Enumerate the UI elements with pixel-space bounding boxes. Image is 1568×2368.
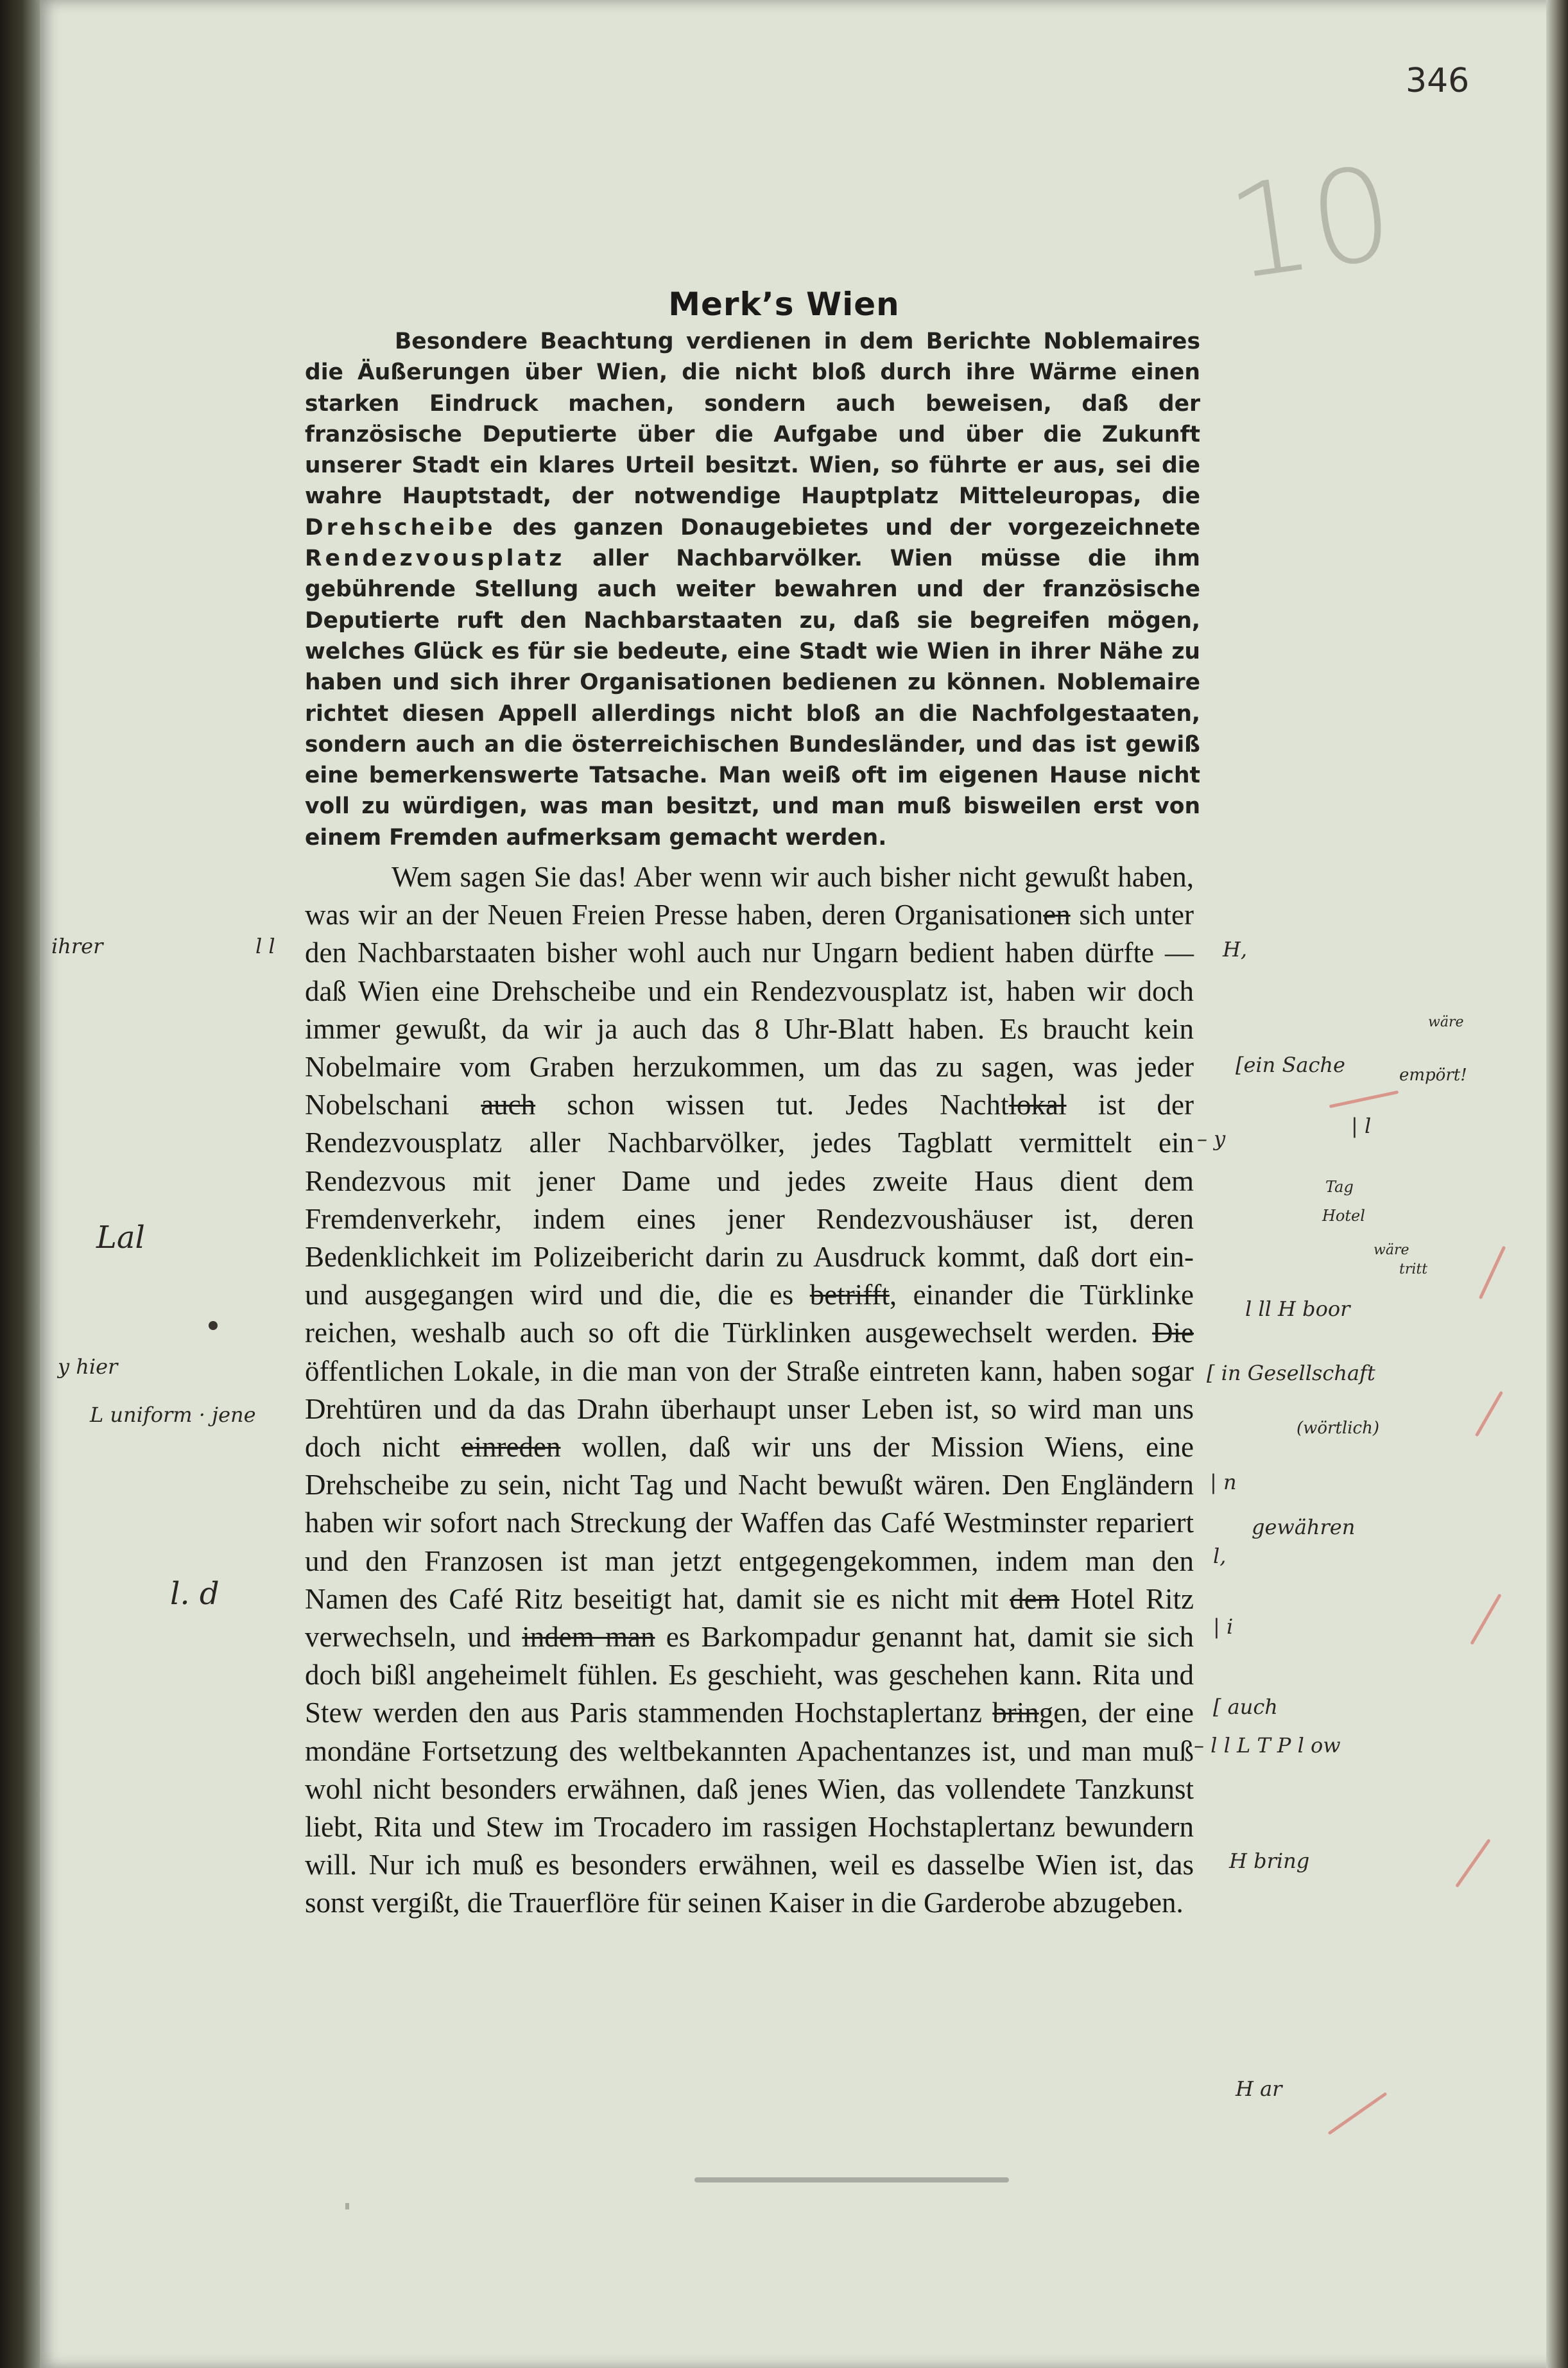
margin-note-right: gewähren (1252, 1515, 1356, 1539)
margin-note-right: [ein Sache (1236, 1053, 1345, 1077)
quote-text: des ganzen Donaugebietes und der vorgezeichnete (512, 514, 1200, 540)
margin-note-right: | i (1213, 1614, 1234, 1639)
margin-note-right: [ in Gesellschaft (1207, 1361, 1375, 1385)
margin-note-left: l. d (170, 1576, 220, 1612)
struck-text: Die (1152, 1317, 1194, 1349)
body-text: Hotel Ritz verwechseln, und (305, 1582, 1194, 1654)
body-text: öffentlichen Lokale, in die man von der Straße eintreten kann, haben sogar Drehtüren und da das Drahn überhaupt unser Leben ist, so wird man uns doch nicht (305, 1354, 1194, 1464)
margin-note-right: Hotel (1322, 1207, 1365, 1225)
struck-text: auch (481, 1089, 536, 1121)
article-title: Merk’s Wien (668, 286, 900, 323)
quote-spaced-word: Rendezvousplatz (305, 546, 565, 572)
struck-text: dem (1010, 1582, 1060, 1615)
page-number: 346 (1406, 62, 1470, 100)
margin-note-right: l ll H boor (1245, 1297, 1350, 1321)
pencil-stroke (694, 2177, 1009, 2182)
body-text: schon wissen tut. Jedes Nacht (567, 1089, 1009, 1121)
body-text: wollen, daß wir uns der Mission Wiens, eine Drehscheibe zu sein, nicht Tag und Nacht bewußt wären. Den Engländern haben wir sofort nach Streckung der Waffen das Café Westminster repariert und den Franzosen ist man jetzt entgegengekommen, indem man den Namen des Café Ritz beseitigt hat, damit sie es nicht mit (305, 1431, 1194, 1615)
margin-note-right: H ar (1236, 2077, 1282, 2101)
struck-text: einreden (461, 1431, 561, 1464)
ink-dot (209, 1321, 218, 1330)
margin-note-left: y hier (58, 1354, 118, 1379)
margin-note-right: l, (1213, 1544, 1227, 1568)
struck-text: lokal (1008, 1089, 1067, 1121)
article-body (305, 858, 1194, 1923)
margin-note-left: Lal (96, 1220, 145, 1256)
quote-text: aller Nachbarvölker. Wien müsse die ihm gebührende Stellung auch weiter bewahren und der französische Deputierte ruft den Nachbarstaaten zu, daß sie begreifen mögen, welches Glück es für sie bedeute, eine Stadt wie Wien in ihrer Nähe zu haben und sich ihrer Organisationen bedienen zu können. Noblemaire richtet diesen Appell allerdings nicht bloß an die Nachfolgestaaten, sondern auch an die österreichischen Bundesländer, und das ist gewiß eine bemerkenswerte Tatsache. Man weiß oft im eigenen Hause nicht voll zu würdigen, was man besitzt, und man muß bisweilen erst von einem Fremden aufmerksam gemacht werden. (305, 546, 1201, 851)
quote-text: Besondere Beachtung verdienen in dem Berichte Noblemaires die Äußerungen über Wien, die nicht bloß durch ihre Wärme einen starken Eindruck machen, sondern auch beweisen, daß der französische Deputierte über die Aufgabe und über die Zukunft unserer Stadt ein klares Urteil besitzt. Wien, so führte er aus, sei die wahre Hauptstadt, der notwendige Hauptplatz Mitteleuropas, die (305, 329, 1200, 510)
margin-note-left: L uniform · jene (90, 1403, 256, 1427)
margin-note-left: ihrer (51, 934, 103, 958)
body-text: ist der Rendezvousplatz aller Nachbarvölker, jedes Tagblatt vermittelt ein Rendezvous mit jener Dame und jedes zweite Haus dient dem Fremdenverkehr, indem eines jener Rendezvoushäuser ist, deren Bedenklichkeit im Polizeibericht darin zu Ausdruck kommt, daß dort ein- und ausgegangen wird und die, die es (305, 1089, 1194, 1311)
margin-note-right: H bring (1229, 1849, 1310, 1873)
body-text: , einander die Türklinke reichen, weshalb auch so oft die Türklinken ausgewechselt werden. (305, 1279, 1194, 1349)
struck-text: betrifft (809, 1279, 890, 1311)
struck-text: brin (992, 1697, 1039, 1729)
struck-text: en (1043, 899, 1071, 931)
margin-note-right: | n (1210, 1470, 1237, 1494)
book-spine-shadow (0, 0, 40, 2368)
margin-note-right: – y (1197, 1127, 1226, 1151)
paper-smudge (345, 2203, 349, 2209)
pencil-annotation-number: 10 (1219, 138, 1402, 309)
body-text: es Barkompadur genannt hat, damit sie sich doch bißl angeheimelt fühlen. Es geschieht, was geschehen kann. Rita und Stew werden den aus Paris stammenden Hochstaplertanz (305, 1621, 1194, 1729)
body-text: gen, der eine mondäne Fortsetzung des weltbekannten Apachentanzes ist, und man muß wohl nicht besonders erwähnen, daß jenes Wien, das vollendete Tanzkunst liebt, Rita und Stew im Trocadero im rassigen Hochstaplertanz bewundern will. Nur ich muß es besonders erwähnen, weil es dasselbe Wien ist, das sonst vergißt, die Trauerflöre für seinen Kaiser in die Garderobe abzugeben. (305, 1697, 1194, 1919)
margin-note-right: | l (1351, 1114, 1372, 1138)
margin-note-right: [ auch (1213, 1695, 1278, 1719)
margin-note-right: tritt (1399, 1261, 1428, 1277)
body-text: Wem sagen Sie das! Aber wenn wir auch bisher nicht gewußt haben, was wir an der Neuen Freien Presse haben, deren Organisation (305, 861, 1194, 931)
margin-note-right: empört! (1399, 1066, 1467, 1085)
margin-note-right: wäre (1374, 1242, 1409, 1258)
quoted-newspaper-excerpt (305, 326, 1200, 853)
body-text: sich unter den Nachbarstaaten bisher wohl auch nur Ungarn bedient haben dürfte — daß Wien eine Drehscheibe und ein Rendezvousplatz ist, haben wir doch immer gewußt, da wir ja auch das 8 Uhr-Blatt haben. Es braucht kein Nobelmaire vom Graben herzukommen, um das zu sagen, was jeder Nobelschani (305, 899, 1194, 1121)
margin-note-left: l l (255, 934, 275, 958)
quote-spaced-word: Drehscheibe (305, 514, 496, 540)
margin-note-right: Tag (1325, 1178, 1354, 1196)
struck-text: indem man (522, 1621, 655, 1654)
margin-note-right: (wörtlich) (1297, 1419, 1380, 1438)
margin-note-right: H, (1223, 937, 1248, 962)
page-edge-shadow (1546, 0, 1568, 2368)
margin-note-right: wäre (1428, 1014, 1464, 1030)
margin-note-right: – l l L T P l ow (1194, 1733, 1341, 1758)
